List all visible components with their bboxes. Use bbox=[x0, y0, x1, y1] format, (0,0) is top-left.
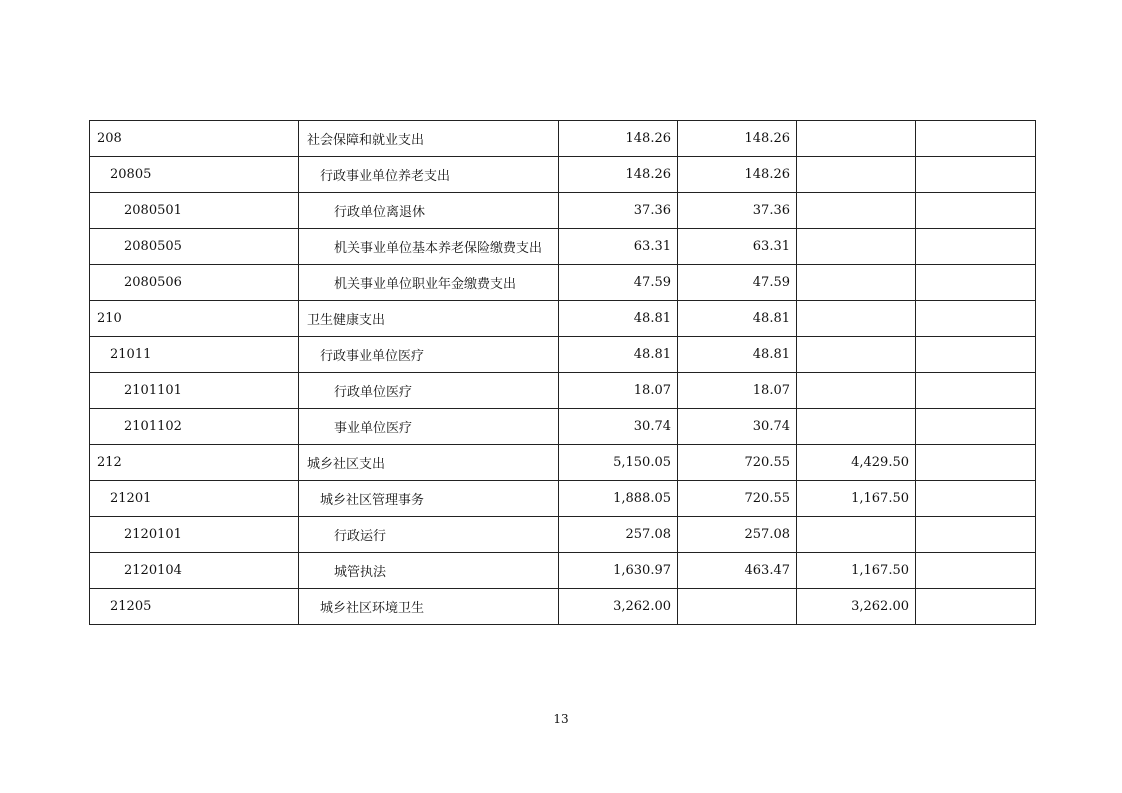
page-number: 13 bbox=[553, 712, 569, 726]
total-amount-cell: 148.26 bbox=[559, 121, 678, 157]
project-expenditure-cell bbox=[797, 157, 916, 193]
table-row bbox=[90, 373, 1036, 409]
project-expenditure-cell bbox=[797, 229, 916, 265]
total-amount-cell: 5,150.05 bbox=[559, 445, 678, 481]
subject-code-cell: 2101102 bbox=[90, 409, 299, 445]
subject-code-cell: 2120104 bbox=[90, 553, 299, 589]
subject-name-cell: 行政单位离退休 bbox=[299, 193, 559, 229]
table-row bbox=[90, 121, 1036, 157]
extra-column-cell bbox=[916, 553, 1036, 589]
extra-column-cell bbox=[916, 121, 1036, 157]
total-amount-cell: 47.59 bbox=[559, 265, 678, 301]
basic-expenditure-cell: 148.26 bbox=[678, 157, 797, 193]
subject-code-cell: 2080501 bbox=[90, 193, 299, 229]
basic-expenditure-cell: 48.81 bbox=[678, 337, 797, 373]
project-expenditure-cell bbox=[797, 373, 916, 409]
total-amount-cell: 1,888.05 bbox=[559, 481, 678, 517]
extra-column-cell bbox=[916, 409, 1036, 445]
subject-name-cell: 机关事业单位职业年金缴费支出 bbox=[299, 265, 559, 301]
project-expenditure-cell bbox=[797, 193, 916, 229]
extra-column-cell bbox=[916, 481, 1036, 517]
budget-expenditure-table bbox=[89, 120, 1036, 625]
basic-expenditure-cell bbox=[678, 589, 797, 625]
basic-expenditure-cell: 48.81 bbox=[678, 301, 797, 337]
project-expenditure-cell bbox=[797, 121, 916, 157]
basic-expenditure-cell: 30.74 bbox=[678, 409, 797, 445]
basic-expenditure-cell: 148.26 bbox=[678, 121, 797, 157]
table-row bbox=[90, 229, 1036, 265]
subject-code-cell: 2101101 bbox=[90, 373, 299, 409]
subject-code-cell: 2080506 bbox=[90, 265, 299, 301]
subject-name-cell: 社会保障和就业支出 bbox=[299, 121, 559, 157]
extra-column-cell bbox=[916, 157, 1036, 193]
project-expenditure-cell: 1,167.50 bbox=[797, 553, 916, 589]
subject-code-cell: 21011 bbox=[90, 337, 299, 373]
table-row bbox=[90, 409, 1036, 445]
extra-column-cell bbox=[916, 517, 1036, 553]
subject-name-cell: 城乡社区管理事务 bbox=[299, 481, 559, 517]
project-expenditure-cell: 3,262.00 bbox=[797, 589, 916, 625]
table-row bbox=[90, 445, 1036, 481]
table-body bbox=[90, 121, 1036, 625]
extra-column-cell bbox=[916, 373, 1036, 409]
total-amount-cell: 18.07 bbox=[559, 373, 678, 409]
extra-column-cell bbox=[916, 337, 1036, 373]
project-expenditure-cell: 1,167.50 bbox=[797, 481, 916, 517]
basic-expenditure-cell: 463.47 bbox=[678, 553, 797, 589]
table-row bbox=[90, 553, 1036, 589]
subject-name-cell: 行政运行 bbox=[299, 517, 559, 553]
table-row bbox=[90, 301, 1036, 337]
total-amount-cell: 63.31 bbox=[559, 229, 678, 265]
project-expenditure-cell bbox=[797, 265, 916, 301]
table-row bbox=[90, 589, 1036, 625]
subject-name-cell: 城乡社区环境卫生 bbox=[299, 589, 559, 625]
basic-expenditure-cell: 18.07 bbox=[678, 373, 797, 409]
table-row bbox=[90, 193, 1036, 229]
subject-code-cell: 20805 bbox=[90, 157, 299, 193]
project-expenditure-cell bbox=[797, 517, 916, 553]
subject-code-cell: 2120101 bbox=[90, 517, 299, 553]
subject-code-cell: 208 bbox=[90, 121, 299, 157]
table-row bbox=[90, 337, 1036, 373]
extra-column-cell bbox=[916, 445, 1036, 481]
subject-name-cell: 城管执法 bbox=[299, 553, 559, 589]
basic-expenditure-cell: 37.36 bbox=[678, 193, 797, 229]
subject-name-cell: 行政事业单位养老支出 bbox=[299, 157, 559, 193]
subject-code-cell: 2080505 bbox=[90, 229, 299, 265]
total-amount-cell: 257.08 bbox=[559, 517, 678, 553]
project-expenditure-cell bbox=[797, 337, 916, 373]
basic-expenditure-cell: 257.08 bbox=[678, 517, 797, 553]
subject-name-cell: 行政事业单位医疗 bbox=[299, 337, 559, 373]
extra-column-cell bbox=[916, 589, 1036, 625]
subject-name-cell: 卫生健康支出 bbox=[299, 301, 559, 337]
subject-code-cell: 21205 bbox=[90, 589, 299, 625]
table-row bbox=[90, 517, 1036, 553]
subject-name-cell: 事业单位医疗 bbox=[299, 409, 559, 445]
extra-column-cell bbox=[916, 229, 1036, 265]
extra-column-cell bbox=[916, 265, 1036, 301]
table-row bbox=[90, 481, 1036, 517]
subject-name-cell: 行政单位医疗 bbox=[299, 373, 559, 409]
basic-expenditure-cell: 720.55 bbox=[678, 481, 797, 517]
subject-name-cell: 城乡社区支出 bbox=[299, 445, 559, 481]
basic-expenditure-cell: 47.59 bbox=[678, 265, 797, 301]
project-expenditure-cell bbox=[797, 301, 916, 337]
total-amount-cell: 48.81 bbox=[559, 301, 678, 337]
subject-code-cell: 212 bbox=[90, 445, 299, 481]
basic-expenditure-cell: 63.31 bbox=[678, 229, 797, 265]
total-amount-cell: 30.74 bbox=[559, 409, 678, 445]
subject-code-cell: 21201 bbox=[90, 481, 299, 517]
subject-code-cell: 210 bbox=[90, 301, 299, 337]
project-expenditure-cell bbox=[797, 409, 916, 445]
total-amount-cell: 48.81 bbox=[559, 337, 678, 373]
project-expenditure-cell: 4,429.50 bbox=[797, 445, 916, 481]
extra-column-cell bbox=[916, 301, 1036, 337]
total-amount-cell: 37.36 bbox=[559, 193, 678, 229]
total-amount-cell: 148.26 bbox=[559, 157, 678, 193]
total-amount-cell: 1,630.97 bbox=[559, 553, 678, 589]
table-row bbox=[90, 157, 1036, 193]
subject-name-cell: 机关事业单位基本养老保险缴费支出 bbox=[299, 229, 559, 265]
basic-expenditure-cell: 720.55 bbox=[678, 445, 797, 481]
total-amount-cell: 3,262.00 bbox=[559, 589, 678, 625]
extra-column-cell bbox=[916, 193, 1036, 229]
table-row bbox=[90, 265, 1036, 301]
